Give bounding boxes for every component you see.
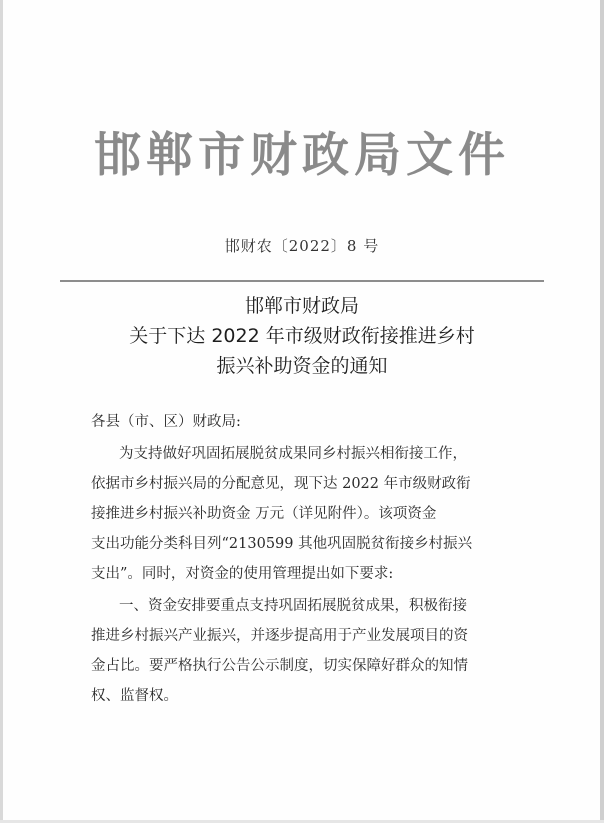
title-line-1: 邯郸市财政局 xyxy=(244,295,359,317)
paragraph-1-line-5: 支出”。同时，对资金的使用管理提出如下要求: xyxy=(91,566,394,582)
paragraph-1-line-3: 接推进乡村振兴补助资金 万元（详见附件）。该项资金 xyxy=(91,506,437,522)
salutation: 各县（市、区）财政局: xyxy=(91,414,241,430)
paragraph-2-line-1: 一、资金安排要重点支持巩固拓展脱贫成果，积极衔接 xyxy=(119,598,467,614)
title-line-3: 振兴补助资金的通知 xyxy=(216,355,388,377)
paragraph-1-line-4: 支出功能分类科目列“2130599 其他巩固脱贫衔接乡村振兴 xyxy=(91,536,473,552)
paragraph-2-line-3: 金占比。要严格执行公告公示制度，切实保障好群众的知情 xyxy=(91,658,468,674)
title-line-2: 关于下达 2022 年市级财政衔接推进乡村 xyxy=(129,325,475,347)
document-number: 邯财农〔2022〕8 号 xyxy=(224,237,380,255)
paragraph-2-line-4: 权、监督权。 xyxy=(91,688,178,704)
paragraph-1-line-1: 为支持做好巩固拓展脱贫成果同乡村振兴相衔接工作， xyxy=(119,446,467,462)
header-divider xyxy=(60,280,544,282)
issuer-header: 邯郸市财政局文件 xyxy=(94,128,510,183)
paragraph-2-line-2: 推进乡村振兴产业振兴，并逐步提高用于产业发展项目的资 xyxy=(91,628,468,644)
paragraph-1-line-2: 依据市乡村振兴局的分配意见，现下达 2022 年市级财政衔 xyxy=(91,476,471,492)
page-edge-left xyxy=(0,0,3,823)
page-edge-right xyxy=(600,0,604,823)
